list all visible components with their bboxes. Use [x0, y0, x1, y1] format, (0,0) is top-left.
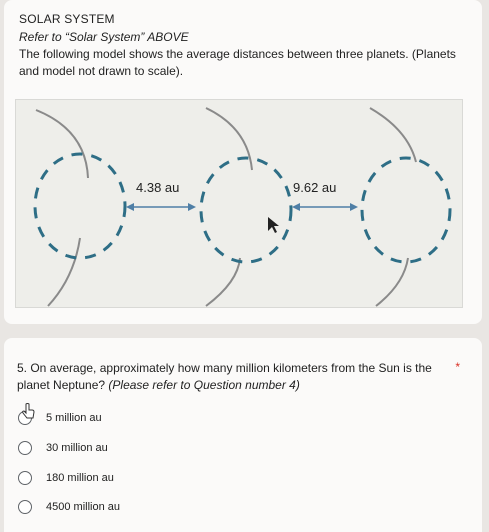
question-main: 5. On average, approximately how many million kilometers from the Sun is the planet Neptune?: [17, 361, 432, 392]
option-5-million[interactable]: [18, 409, 102, 427]
question-note: (Please refer to Question number 4): [108, 378, 300, 392]
option-30-million[interactable]: [18, 439, 108, 457]
option-180-million[interactable]: [18, 469, 114, 487]
distance-label-right: 9.62 au: [293, 180, 337, 195]
arrow-head-left-end: [188, 203, 196, 211]
option-label: 30 million au: [46, 442, 108, 454]
section-description: The following model shows the average distances between three planets. (Planets and model not drawn to scale).: [19, 47, 456, 78]
section-card: [4, 0, 482, 324]
orbit-arc-2: [206, 108, 252, 170]
mouse-cursor-icon: [268, 217, 279, 233]
hand-cursor-icon: [20, 403, 38, 421]
option-label: 4500 million au: [46, 501, 120, 513]
arrow-head-right-end: [350, 203, 358, 211]
section-reference: Refer to “Solar System” ABOVE: [19, 30, 189, 44]
section-title: SOLAR SYSTEM: [19, 12, 115, 26]
orbit-arc-3: [370, 108, 416, 162]
required-asterisk: *: [455, 360, 460, 374]
planet-right: [362, 158, 450, 262]
arrow-head-left-start: [126, 203, 134, 211]
radio-button[interactable]: [18, 500, 32, 514]
question-text: [17, 360, 437, 394]
option-4500-million[interactable]: [18, 498, 120, 516]
radio-button[interactable]: [18, 471, 32, 485]
question-card: [4, 338, 482, 532]
orbit-arc-2b: [206, 258, 240, 306]
orbit-arc-1: [36, 110, 88, 178]
orbit-arc-3b: [376, 258, 408, 306]
option-label: 5 million au: [46, 412, 102, 424]
radio-button[interactable]: [18, 441, 32, 455]
arrow-head-right-start: [292, 203, 300, 211]
planet-middle: [201, 158, 291, 262]
option-label: 180 million au: [46, 472, 114, 484]
distance-label-left: 4.38 au: [136, 180, 180, 195]
solar-system-diagram: [15, 99, 463, 308]
